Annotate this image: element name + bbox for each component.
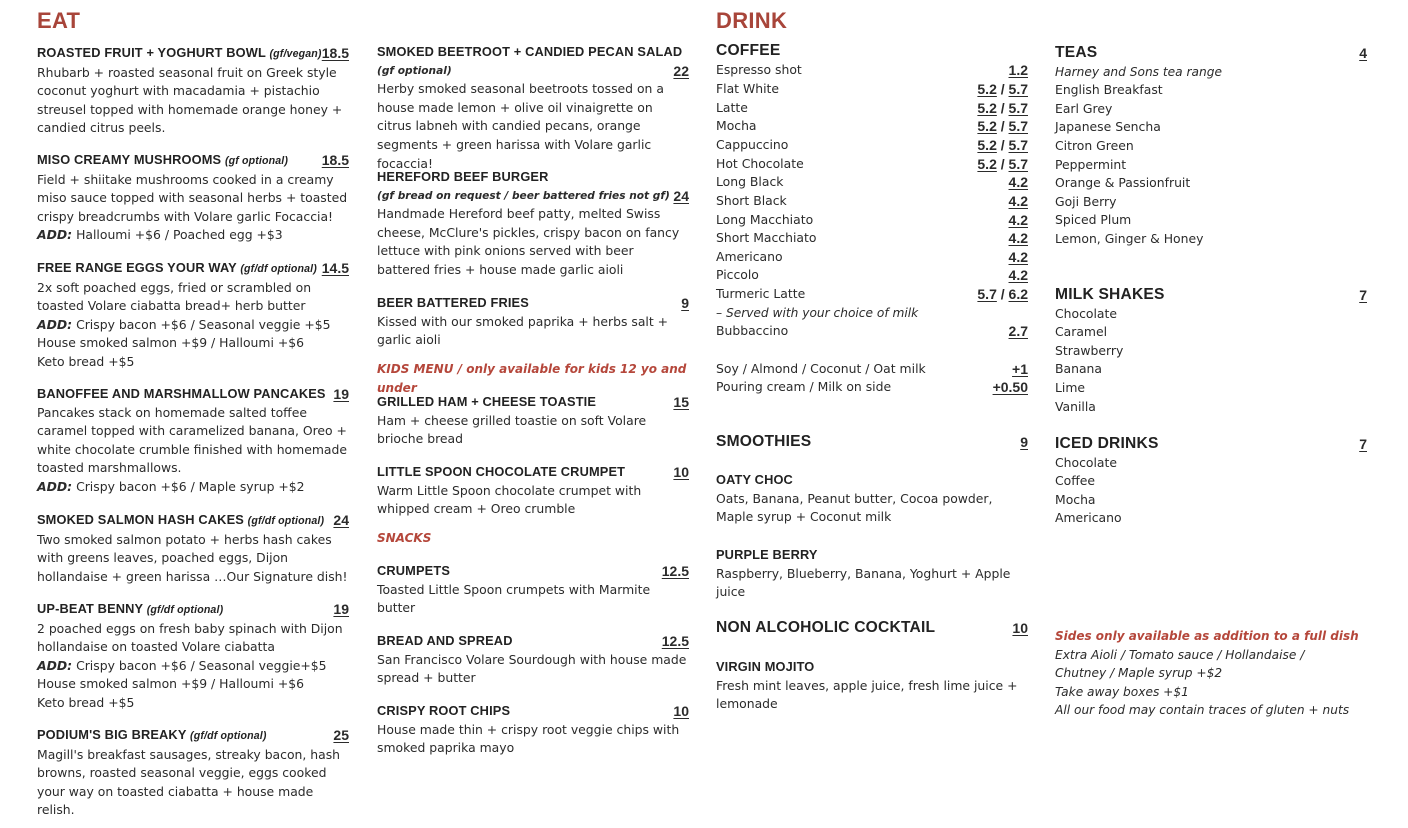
item-price: 10 bbox=[673, 464, 689, 480]
shakes-price: 7 bbox=[1359, 287, 1367, 303]
menu-item bbox=[37, 385, 349, 497]
list-item: Lime bbox=[1055, 379, 1086, 395]
item-price: 14.5 bbox=[321, 260, 349, 276]
menu-item bbox=[37, 726, 349, 820]
menu-item bbox=[377, 294, 689, 350]
coffee-row: Flat White 5.2 / 5.7 bbox=[716, 81, 1028, 97]
menu-item bbox=[377, 168, 689, 280]
item-price: 12.5 bbox=[661, 563, 689, 579]
eat-title: EAT bbox=[37, 8, 81, 33]
list-item: Americano bbox=[1055, 510, 1122, 526]
teas-price: 4 bbox=[1359, 45, 1367, 61]
menu-item bbox=[37, 44, 349, 138]
item-price: 15 bbox=[673, 394, 689, 410]
menu-item bbox=[377, 702, 689, 758]
teas-section bbox=[1055, 44, 1367, 249]
coffee-row: Short Black 4.2 bbox=[716, 193, 1028, 209]
coffee-row: Latte 5.2 / 5.7 bbox=[716, 100, 1028, 116]
list-item: Japanese Sencha bbox=[1055, 119, 1161, 135]
milk-note: – Served with your choice of milk bbox=[716, 306, 919, 320]
item-description: Handmade Hereford beef patty, melted Swiss cheese, McClure's pickles, crispy bacon on fancy lettuce with pink onions served with beer battered fries + house made garlic aioli bbox=[377, 206, 680, 277]
list-item: Chocolate bbox=[1055, 454, 1117, 470]
item-description: San Francisco Volare Sourdough with house made spread + butter bbox=[377, 651, 687, 686]
item-description: Pancakes stack on homemade salted toffee caramel topped with caramelized banana, Oreo + white chocolate crumble finished with homemade toasted marshmallows. bbox=[37, 404, 347, 476]
item-price: 24 bbox=[333, 512, 349, 528]
teas-list bbox=[1055, 81, 1367, 248]
coffee-row: Cappuccino 5.2 / 5.7 bbox=[716, 137, 1028, 153]
list-item: Chocolate bbox=[1055, 305, 1117, 321]
list-item: Vanilla bbox=[1055, 398, 1096, 414]
list-item: Peppermint bbox=[1055, 156, 1127, 172]
item-price: 9 bbox=[681, 295, 689, 311]
menu-item bbox=[377, 463, 689, 519]
item-description: Raspberry, Blueberry, Banana, Yoghurt + Apple juice bbox=[716, 565, 1011, 600]
item-price: 10 bbox=[673, 703, 689, 719]
item-name: GRILLED HAM + CHEESE TOASTIE bbox=[377, 394, 597, 409]
coffee-row: Hot Chocolate 5.2 / 5.7 bbox=[716, 156, 1028, 172]
list-item: Lemon, Ginger & Honey bbox=[1055, 230, 1204, 246]
item-addons: ADD: Crispy bacon +$6 / Seasonal veggie +$5 bbox=[37, 316, 331, 332]
item-addons: ADD: Crispy bacon +$6 / Seasonal veggie+$5 bbox=[37, 657, 327, 673]
sides-line: Extra Aioli / Tomato sauce / Hollandaise / bbox=[1055, 647, 1305, 662]
sides-title: Sides only available as addition to a full dish bbox=[1055, 629, 1359, 643]
teas-subtitle: Harney and Sons tea range bbox=[1055, 64, 1222, 79]
coffee-row: Short Macchiato 4.2 bbox=[716, 230, 1028, 246]
item-price: 19 bbox=[333, 601, 349, 617]
list-item: Earl Grey bbox=[1055, 100, 1113, 116]
item-name: LITTLE SPOON CHOCOLATE CRUMPET bbox=[377, 464, 626, 479]
menu-item bbox=[377, 562, 689, 618]
item-name: CRISPY ROOT CHIPS bbox=[377, 703, 511, 718]
item-name: PODIUM'S BIG BREAKY bbox=[37, 727, 187, 742]
menu-item bbox=[377, 43, 689, 173]
item-note: (gf optional) bbox=[377, 64, 452, 77]
item-note: (gf bread on request / beer battered fries not gf) bbox=[377, 189, 670, 202]
item-price: 19 bbox=[333, 386, 349, 402]
item-name: SMOKED BEETROOT + CANDIED PECAN SALAD bbox=[377, 44, 683, 59]
item-name: UP-BEAT BENNY bbox=[37, 601, 143, 616]
coffee-row: Turmeric Latte 5.7 / 6.2 bbox=[716, 286, 1028, 302]
list-item: Strawberry bbox=[1055, 342, 1124, 358]
item-note: (gf/df optional) bbox=[247, 515, 325, 527]
iced-section bbox=[1055, 435, 1367, 528]
menu-item bbox=[37, 151, 349, 245]
coffee-row: Americano 4.2 bbox=[716, 249, 1028, 265]
menu-item bbox=[377, 393, 689, 449]
item-description: 2x soft poached eggs, fried or scrambled on toasted Volare ciabatta bread+ herb butter bbox=[37, 279, 312, 314]
item-note: (gf/df optional) bbox=[240, 263, 317, 275]
shakes-list bbox=[1055, 305, 1367, 417]
item-description: Herby smoked seasonal beetroots tossed on a house made lemon + olive oil vinaigrette on citrus labneh with candied pecans, orange segments + green harissa with Volare garlic focaccia! bbox=[377, 81, 664, 171]
kids-menu-label: KIDS MENU / only available for kids 12 yo and under bbox=[377, 362, 687, 395]
item-note: (gf/df optional) bbox=[146, 604, 224, 616]
list-item: Spiced Plum bbox=[1055, 212, 1132, 228]
item-description: Ham + cheese grilled toastie on soft Volare brioche bread bbox=[377, 412, 647, 447]
item-name: BREAD AND SPREAD bbox=[377, 633, 513, 648]
list-item: Orange & Passionfruit bbox=[1055, 175, 1191, 191]
teas-title: TEAS bbox=[1055, 44, 1098, 61]
list-item: Banana bbox=[1055, 361, 1102, 377]
drink-title: DRINK bbox=[716, 8, 788, 33]
item-description: Field + shiitake mushrooms cooked in a creamy miso sauce topped with seasonal herbs + toasted crispy breadcrumbs with Volare garlic Focaccia! bbox=[37, 171, 348, 224]
item-name: SMOKED SALMON HASH CAKES bbox=[37, 512, 244, 527]
list-item: English Breakfast bbox=[1055, 82, 1163, 98]
smoothies-heading: SMOOTHIES 9 bbox=[716, 433, 1028, 450]
allergen-note: All our food may contain traces of gluten + nuts bbox=[1055, 703, 1350, 718]
item-note: (gf/df optional) bbox=[190, 730, 267, 742]
item-addons: ADD: Halloumi +$6 / Poached egg +$3 bbox=[37, 227, 283, 243]
eat-column-2 bbox=[377, 0, 689, 828]
item-name: BEER BATTERED FRIES bbox=[377, 295, 529, 310]
coffee-row: Espresso shot 1.2 bbox=[716, 62, 1028, 78]
iced-list bbox=[1055, 454, 1367, 528]
item-price: 18.5 bbox=[321, 45, 349, 61]
item-description: Fresh mint leaves, apple juice, fresh lime juice + lemonade bbox=[716, 677, 1018, 712]
item-price: 18.5 bbox=[321, 152, 349, 168]
item-description: Toasted Little Spoon crumpets with Marmite butter bbox=[377, 581, 651, 616]
coffee-row: Long Black 4.2 bbox=[716, 174, 1028, 190]
item-note: (gf optional) bbox=[224, 155, 289, 167]
item-description: Two smoked salmon potato + herbs hash cakes with greens leaves, poached eggs, Dijon hollandaise + green harissa …Our Signature dish! bbox=[37, 531, 348, 584]
list-item: Goji Berry bbox=[1055, 193, 1117, 209]
extras-row: Pouring cream / Milk on side +0.50 bbox=[716, 379, 1028, 395]
item-price: 25 bbox=[333, 727, 349, 743]
item-addons-extra: House smoked salmon +$9 / Halloumi +$6 bbox=[37, 335, 304, 351]
menu-item bbox=[37, 259, 349, 372]
item-description: Magill's breakfast sausages, streaky bacon, hash browns, roasted seasonal veggie, eggs cooked your way on toasted ciabatta + house made relish. bbox=[37, 746, 341, 818]
menu-item bbox=[37, 600, 349, 713]
item-price: 22 bbox=[673, 62, 689, 79]
item-name: MISO CREAMY MUSHROOMS bbox=[37, 152, 222, 167]
item-name: ROASTED FRUIT + YOGHURT BOWL bbox=[37, 45, 266, 60]
item-addons: ADD: Crispy bacon +$6 / Maple syrup +$2 bbox=[37, 478, 305, 494]
list-item: Coffee bbox=[1055, 473, 1096, 489]
extras-row: Soy / Almond / Coconut / Oat milk +1 bbox=[716, 361, 1028, 377]
menu-item bbox=[716, 546, 1028, 602]
item-name: PURPLE BERRY bbox=[716, 547, 818, 562]
sides-line: Chutney / Maple syrup +$2 bbox=[1055, 666, 1223, 681]
coffee-row: Bubbaccino 2.7 bbox=[716, 323, 1028, 339]
menu-item bbox=[716, 471, 1028, 527]
list-item: Mocha bbox=[1055, 491, 1096, 507]
cocktail-heading: NON ALCOHOLIC COCKTAIL 10 bbox=[716, 619, 1028, 636]
item-addons-extra: Keto bread +$5 bbox=[37, 353, 135, 369]
drink-column bbox=[716, 0, 1028, 828]
item-description: House made thin + crispy root veggie chips with smoked paprika mayo bbox=[377, 721, 680, 756]
menu-item bbox=[377, 632, 689, 688]
item-description: Oats, Banana, Peanut butter, Cocoa powder, Maple syrup + Coconut milk bbox=[716, 490, 993, 525]
coffee-row: Long Macchiato 4.2 bbox=[716, 212, 1028, 228]
iced-title: ICED DRINKS bbox=[1055, 435, 1159, 452]
item-price: 12.5 bbox=[661, 633, 689, 649]
item-price: 24 bbox=[673, 187, 689, 204]
snacks-label: SNACKS bbox=[377, 531, 432, 545]
menu-item bbox=[716, 658, 1028, 714]
shakes-title: MILK SHAKES bbox=[1055, 286, 1165, 303]
item-addons-extra: Keto bread +$5 bbox=[37, 694, 135, 710]
item-description: Rhubarb + roasted seasonal fruit on Greek style coconut yoghurt with macadamia + pistachio streusel topped with homemade orange honey + candied citrus peels. bbox=[37, 64, 343, 136]
item-description: 2 poached eggs on fresh baby spinach with Dijon hollandaise on toasted Volare ciabatta bbox=[37, 620, 343, 655]
coffee-row: Mocha 5.2 / 5.7 bbox=[716, 118, 1028, 134]
drink-column-2 bbox=[1055, 0, 1367, 828]
coffee-heading: COFFEE bbox=[716, 42, 781, 59]
list-item: Caramel bbox=[1055, 324, 1108, 340]
item-name: CRUMPETS bbox=[377, 563, 451, 578]
coffee-row: Piccolo 4.2 bbox=[716, 267, 1028, 283]
takeaway-line: Take away boxes +$1 bbox=[1055, 684, 1189, 699]
menu-item bbox=[37, 511, 349, 586]
item-addons-extra: House smoked salmon +$9 / Halloumi +$6 bbox=[37, 676, 304, 692]
eat-column bbox=[37, 0, 349, 828]
item-description: Kissed with our smoked paprika + herbs salt + garlic aioli bbox=[377, 313, 669, 348]
item-name: FREE RANGE EGGS YOUR WAY bbox=[37, 260, 237, 275]
list-item: Citron Green bbox=[1055, 137, 1134, 153]
item-name: BANOFFEE AND MARSHMALLOW PANCAKES bbox=[37, 386, 326, 401]
item-note: (gf/vegan) bbox=[269, 48, 322, 60]
item-name: HEREFORD BEEF BURGER bbox=[377, 169, 549, 184]
iced-price: 7 bbox=[1359, 436, 1367, 452]
shakes-section bbox=[1055, 286, 1367, 416]
item-name: VIRGIN MOJITO bbox=[716, 659, 815, 674]
sides-notes bbox=[1055, 627, 1367, 720]
item-name: OATY CHOC bbox=[716, 472, 793, 487]
item-description: Warm Little Spoon chocolate crumpet with whipped cream + Oreo crumble bbox=[377, 482, 642, 517]
